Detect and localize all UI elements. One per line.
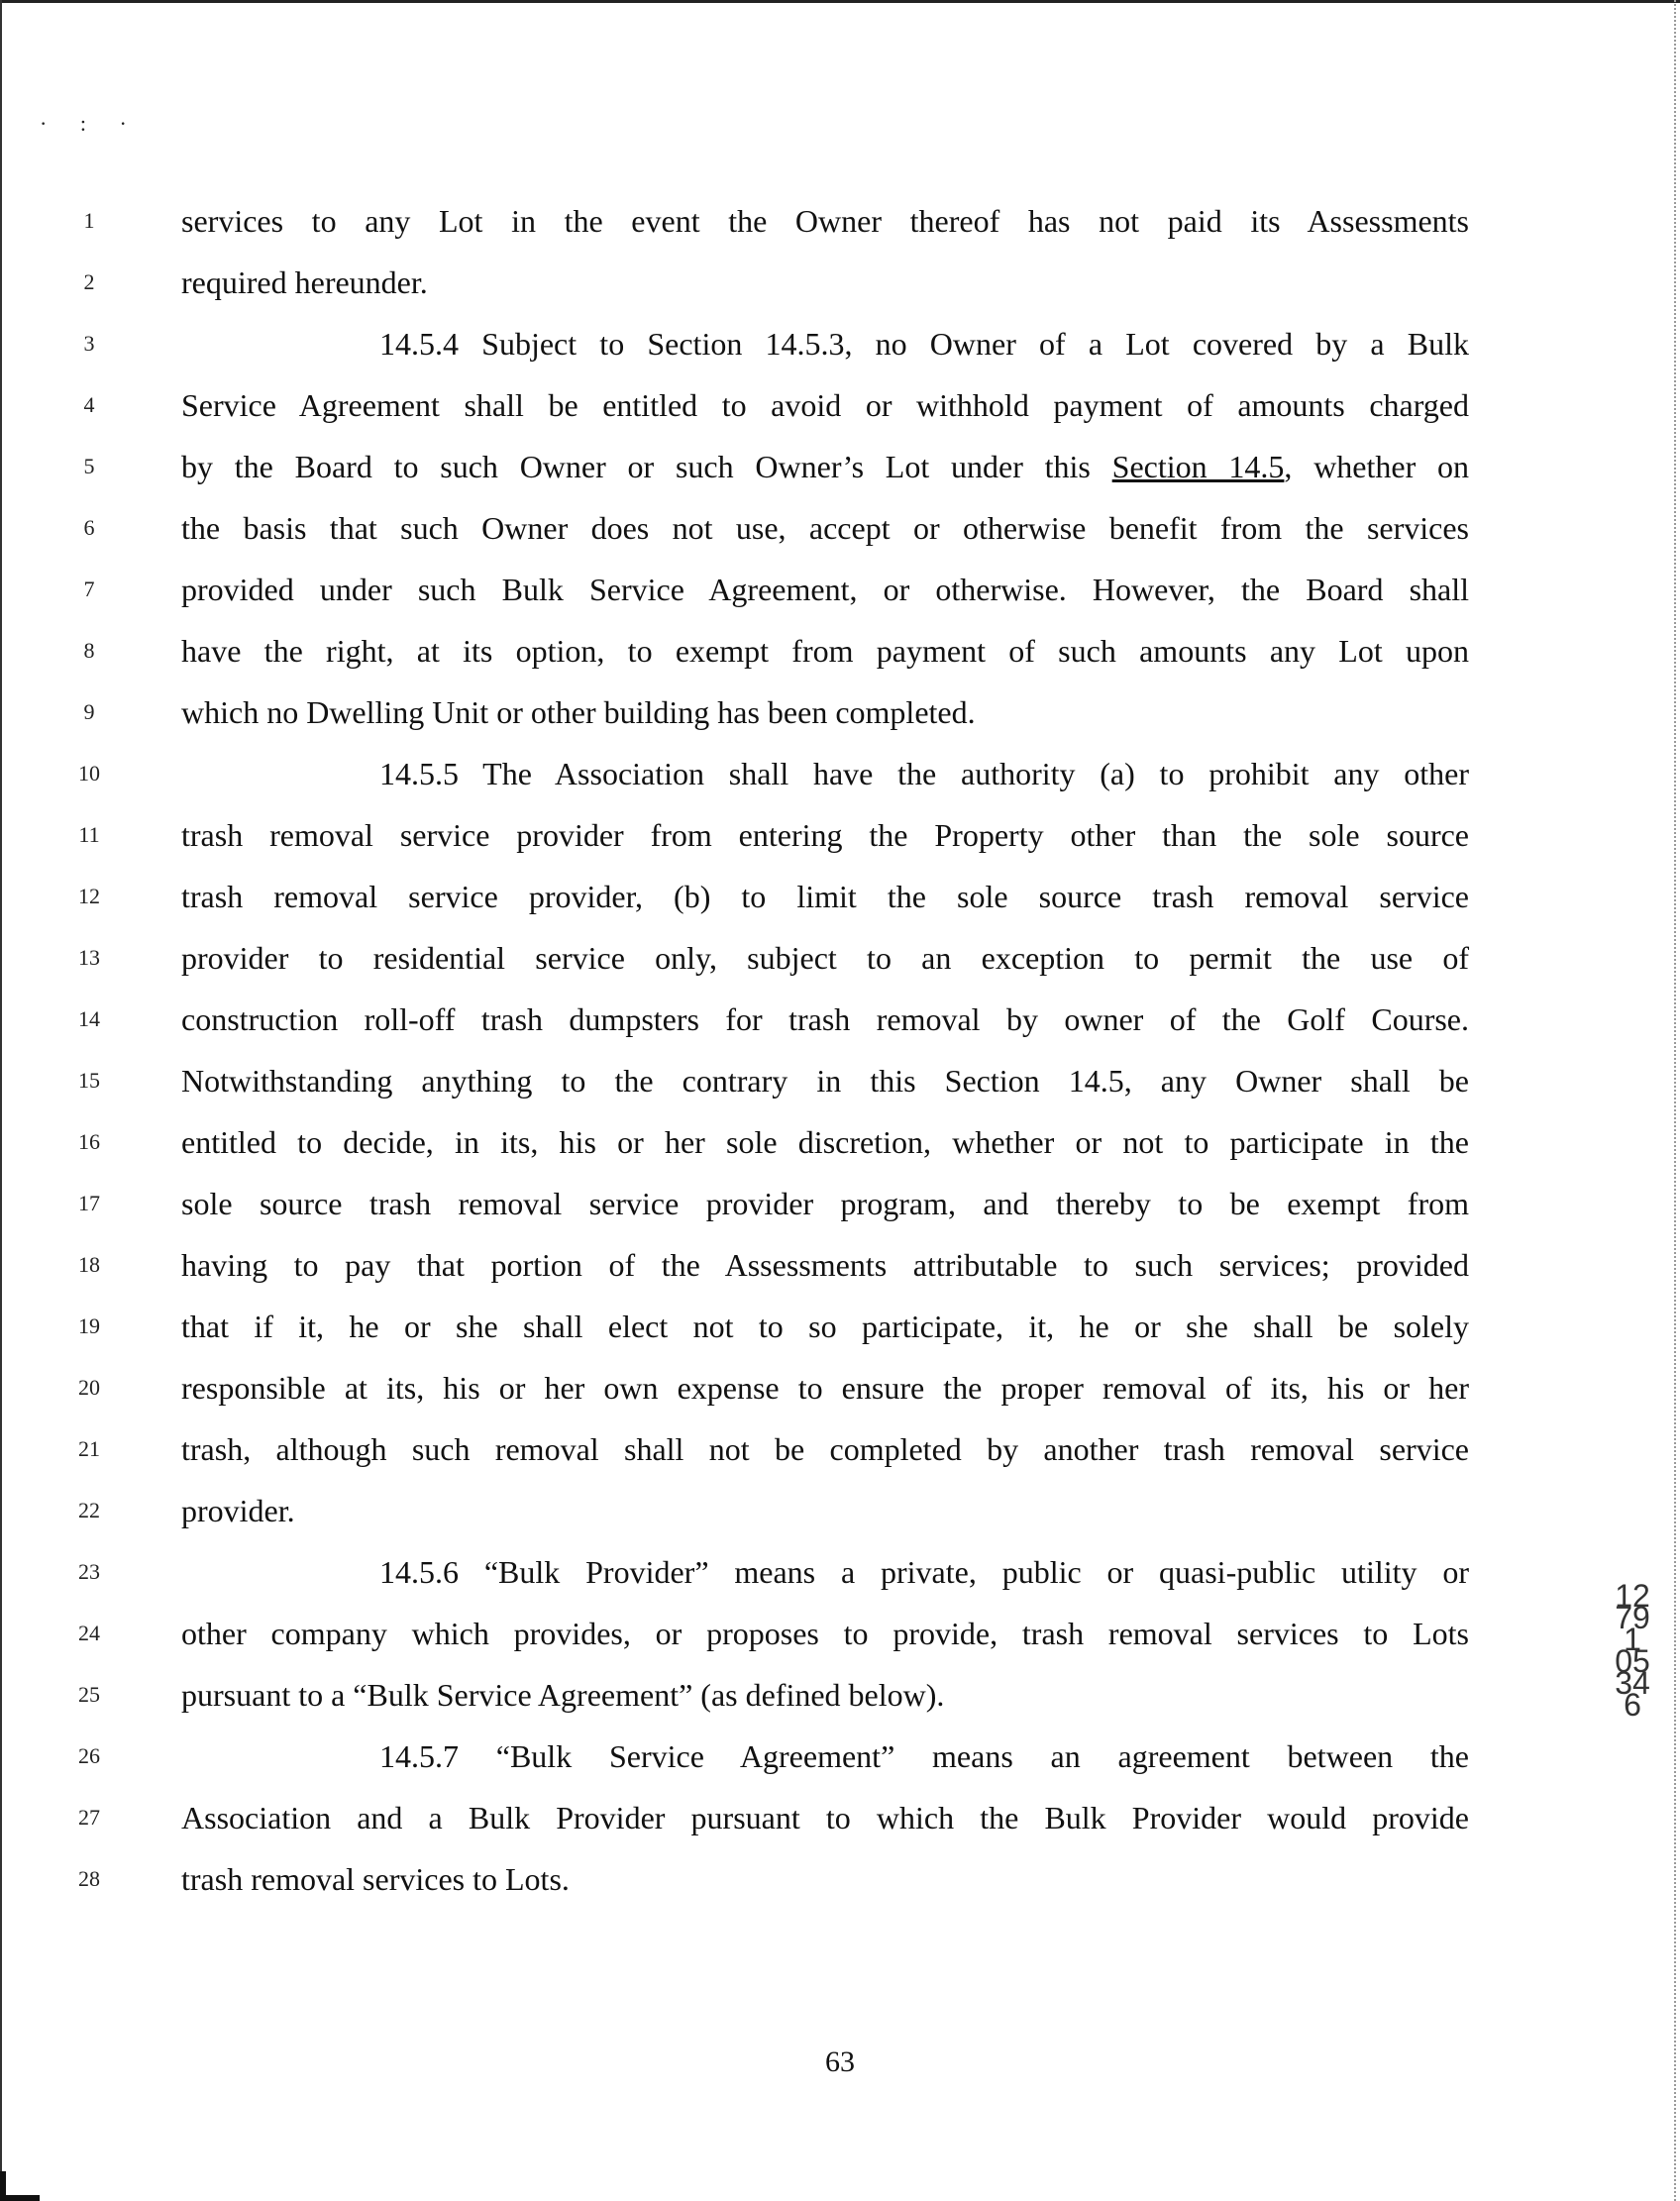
text-line: Association and a Bulk Provider pursuant to which the Bulk Provider would provide — [181, 1800, 1469, 1835]
line-number: 6 — [83, 515, 95, 540]
text-line: trash, although such removal shall not be completed by another trash removal service — [181, 1431, 1469, 1467]
text-line: construction roll-off trash dumpsters for trash removal by owner of the Golf Course. — [181, 1001, 1469, 1037]
scan-right-edge — [1674, 0, 1676, 2201]
text-line: having to pay that portion of the Assessments attributable to such services; provided — [181, 1247, 1469, 1283]
text-line: provider. — [181, 1493, 295, 1528]
line-number: 3 — [83, 331, 95, 356]
line-number: 28 — [78, 1866, 100, 1891]
text-line: sole source trash removal service provider program, and thereby to be exempt from — [181, 1186, 1469, 1221]
text-line: 14.5.4 Subject to Section 14.5.3, no Owner of a Lot covered by a Bulk — [379, 326, 1469, 362]
text-line: responsible at its, his or her own expense to ensure the proper removal of its, his or her — [181, 1370, 1469, 1406]
text-line: the basis that such Owner does not use, accept or otherwise benefit from the services — [181, 510, 1469, 546]
scan-corner-mark — [0, 2171, 40, 2201]
line-number: 4 — [83, 392, 95, 417]
text-line-end: , whether on — [1284, 449, 1470, 484]
line-number: 2 — [83, 269, 95, 294]
text-line: other company which provides, or proposes to provide, trash removal services to Lots — [181, 1616, 1469, 1651]
text-line: that if it, he or she shall elect not to so participate, it, he or she shall be solely — [181, 1309, 1469, 1344]
line-number: 17 — [78, 1191, 100, 1215]
text-line: which no Dwelling Unit or other building has been completed. — [181, 694, 976, 730]
text-line: provider to residential service only, subject to an exception to permit the use of — [181, 940, 1469, 976]
line-number: 7 — [83, 576, 95, 601]
line-number: 11 — [78, 822, 100, 847]
line-number: 10 — [78, 761, 100, 786]
text-line: required hereunder. — [181, 264, 428, 300]
text-line: Notwithstanding anything to the contrary in this Section 14.5, any Owner shall be — [181, 1063, 1469, 1099]
text-line: entitled to decide, in its, his or her sole discretion, whether or not to participate in the — [181, 1124, 1469, 1160]
text-line: pursuant to a “Bulk Service Agreement” (as defined below). — [181, 1677, 945, 1713]
text-line: trash removal service provider, (b) to limit the sole source trash removal service — [181, 879, 1469, 914]
page-number: 63 — [825, 2045, 855, 2078]
line-number-column — [59, 203, 119, 1923]
text-line: Service Agreement shall be entitled to avoid or withhold payment of amounts charged — [181, 387, 1469, 423]
line-number: 16 — [78, 1129, 100, 1154]
text-line: have the right, at its option, to exempt from payment of such amounts any Lot upon — [181, 633, 1469, 669]
line-number: 21 — [78, 1436, 100, 1461]
line-number: 26 — [78, 1743, 100, 1768]
line-number: 14 — [78, 1006, 100, 1031]
line-number: 27 — [78, 1805, 100, 1830]
line-number: 18 — [78, 1252, 100, 1277]
line-number: 5 — [83, 454, 95, 478]
section-reference: Section 14.5 — [1111, 449, 1285, 484]
text-line — [181, 449, 1469, 510]
line-number: 9 — [83, 699, 95, 724]
text-line: trash removal services to Lots. — [181, 1861, 570, 1897]
text-line: 14.5.6 “Bulk Provider” means a private, public or quasi-public utility or — [379, 1554, 1469, 1590]
line-number: 12 — [78, 884, 100, 908]
text-line: trash removal service provider from entering the Property other than the sole source — [181, 817, 1469, 853]
line-number: 22 — [78, 1498, 100, 1522]
line-number: 13 — [78, 945, 100, 970]
recording-number: 12791 05346 — [1615, 1578, 1650, 1723]
line-number: 24 — [78, 1621, 100, 1645]
line-number: 8 — [83, 638, 95, 663]
scan-marks: · : · — [40, 111, 141, 136]
document-body — [181, 203, 1469, 1923]
line-number: 25 — [78, 1682, 100, 1707]
text-line: 14.5.5 The Association shall have the authority (a) to prohibit any other — [379, 756, 1469, 791]
line-number: 19 — [78, 1313, 100, 1338]
scan-top-border — [0, 0, 1680, 3]
line-number: 20 — [78, 1375, 100, 1400]
line-number: 15 — [78, 1068, 100, 1093]
line-number: 1 — [83, 208, 95, 233]
scan-left-border — [0, 0, 2, 2201]
line-number: 23 — [78, 1559, 100, 1584]
text-line-start: by the Board to such Owner or such Owner’s Lot under this — [181, 449, 1091, 484]
text-line: provided under such Bulk Service Agreement, or otherwise. However, the Board shall — [181, 572, 1469, 607]
text-line: 14.5.7 “Bulk Service Agreement” means an agreement between the — [379, 1738, 1469, 1774]
text-line: services to any Lot in the event the Owner thereof has not paid its Assessments — [181, 203, 1469, 239]
